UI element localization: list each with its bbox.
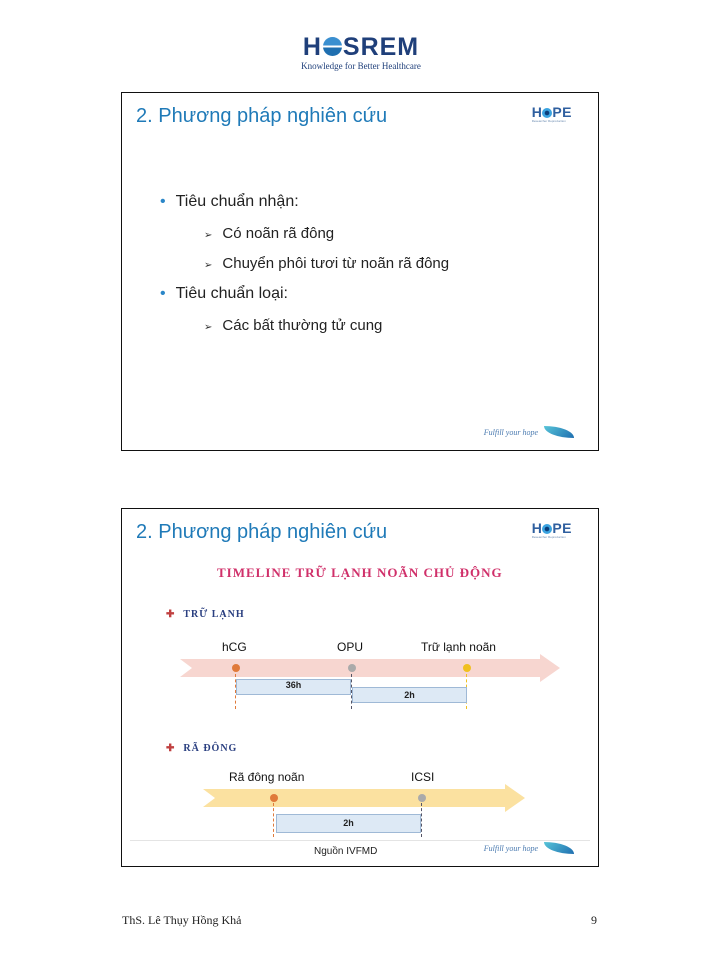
point-marker — [270, 794, 278, 802]
logo-tagline: Knowledge for Better Healthcare — [301, 61, 421, 71]
fulfill-logo: Fulfill your hope — [484, 842, 574, 854]
point-marker — [232, 664, 240, 672]
bullet-item: • Tiêu chuẩn nhận: — [160, 193, 299, 210]
sub-bullet-item: ➢ Có noãn rã đông — [204, 225, 335, 242]
thaw-arrow — [203, 784, 527, 814]
slide-2 — [121, 508, 599, 867]
logo-globe-icon — [323, 37, 342, 56]
bullet-item: • Tiêu chuẩn loại: — [160, 285, 288, 302]
slide-title: 2. Phương pháp nghiên cứu — [136, 521, 388, 543]
divider — [130, 840, 590, 841]
leaf-icon — [544, 842, 574, 854]
footer-author: ThS. Lê Thụy Hồng Khả — [122, 913, 242, 927]
interval-box: 2h — [352, 687, 467, 703]
point-label-freeze: Trữ lạnh noãn — [421, 640, 496, 654]
slide-1 — [121, 92, 599, 451]
fulfill-logo: Fulfill your hope — [484, 426, 574, 438]
timeline-heading: TIMELINE TRỮ LẠNH NOÃN CHỦ ĐỘNG — [217, 565, 503, 580]
dashed-line — [421, 803, 422, 837]
hope-logo: H PE Researcher Reproduction — [531, 520, 572, 539]
point-label-opu: OPU — [337, 640, 364, 654]
point-marker — [418, 794, 426, 802]
point-marker — [348, 664, 356, 672]
freeze-section-label: ✚ TRỮ LẠNH — [166, 609, 245, 620]
point-label-hcg: hCG — [222, 640, 247, 654]
sub-bullet-item: ➢ Chuyển phôi tươi từ noãn rã đông — [204, 255, 450, 272]
interval-box: 2h — [276, 814, 421, 833]
sub-bullet-item: ➢ Các bất thường tử cung — [204, 317, 383, 334]
thaw-section-label: ✚ RÃ ĐÔNG — [166, 743, 238, 754]
source-note: Nguồn IVFMD — [314, 846, 378, 857]
point-marker — [463, 664, 471, 672]
point-label-thaw: Rã đông noãn — [229, 770, 305, 784]
page-number: 9 — [591, 913, 597, 927]
point-label-icsi: ICSI — [411, 770, 435, 784]
leaf-icon — [544, 426, 574, 438]
slide-title: 2. Phương pháp nghiên cứu — [136, 105, 388, 127]
dashed-line — [273, 803, 274, 837]
interval-box: 36h — [236, 679, 351, 695]
hope-logo: H PE Researcher Reproduction — [531, 104, 572, 123]
hosrem-logo: H SREM Knowledge for Better Healthcare — [298, 34, 424, 71]
